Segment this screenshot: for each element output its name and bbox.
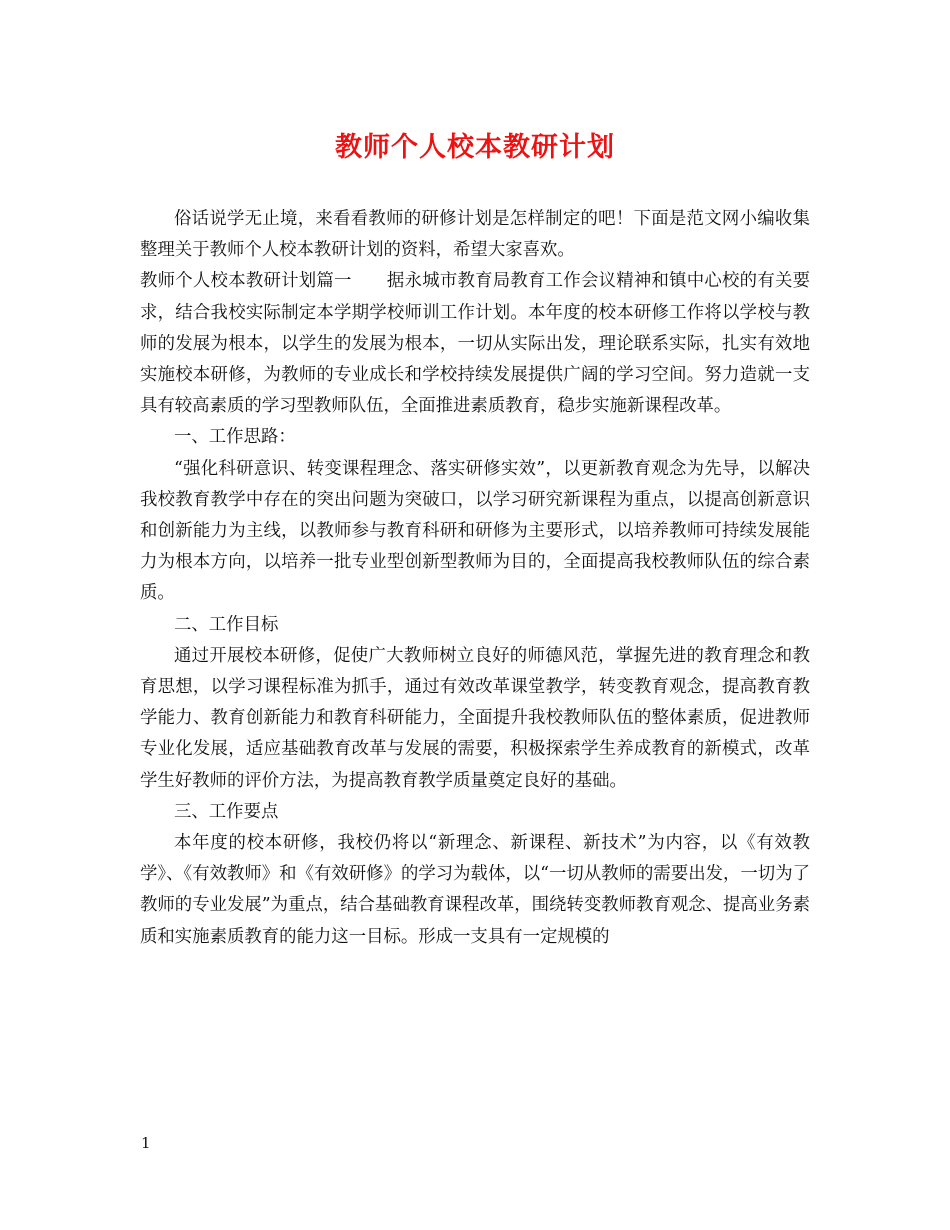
plan-part-one-paragraph: 教师个人校本教研计划篇一 据永城市教育局教育工作会议精神和镇中心校的有关要求，结合我校实际制定本学期学校师训工作计划。本年度的校本研修工作将以学校与教师的发展为根本，以学生的发展为根本，一切从实际出发，理论联系实际，扎实有效地实施校本研修，为教师的专业成长和学校持续发展提供广阔的学习空间。努力造就一支具有较高素质的学习型教师队伍，全面推进素质教育，稳步实施新课程改革。 xyxy=(140,271,810,417)
document-title: 教师个人校本教研计划 xyxy=(335,132,615,163)
work-points-paragraph: 本年度的校本研修，我校仍将以“新理念、新课程、新技术”为内容，以《有效教学》、《有效教师》和《有效研修》的学习为载体，以“一切从教师的需要出发，一切为了教师的专业发展”为重点，结合基础教育课程改革，围绕转变教师教育观念、提高业务素质和实施素质教育的能力这一目标。形成一支具有一定规模的 xyxy=(140,833,810,947)
work-thinking-paragraph: “强化科研意识、转变课程理念、落实研修实效”，以更新教育观念为先导，以解决我校教育教学中存在的突出问题为突破口，以学习研究新课程为重点，以提高创新意识和创新能力为主线，以教师参与教育科研和研修为主要形式，以培养教师可持续发展能力为根本方向，以培养一批专业型创新型教师为目的，全面提高我校教师队伍的综合素质。 xyxy=(140,458,810,604)
section-heading-work-points: 三、工作要点 xyxy=(174,801,279,822)
intro-paragraph: 俗话说学无止境，来看看教师的研修计划是怎样制定的吧！下面是范文网小编收集整理关于教师个人校本教研计划的资料，希望大家喜欢。 xyxy=(140,209,810,261)
section-heading-work-thinking: 一、工作思路： xyxy=(174,427,296,448)
work-goals-paragraph: 通过开展校本研修，促使广大教师树立良好的师德风范，掌握先进的教育理念和教育思想，以学习课程标准为抓手，通过有效改革课堂教学，转变教育观念，提高教育教学能力、教育创新能力和教育科研能力，全面提升我校教师队伍的整体素质，促进教师专业化发展，适应基础教育改革与发展的需要，积极探索学生养成教育的新模式，改革学生好教师的评价方法，为提高教育教学质量奠定良好的基础。 xyxy=(140,645,810,791)
document-body xyxy=(140,204,810,953)
section-heading-work-goals: 二、工作目标 xyxy=(174,614,279,635)
page-number: 1 xyxy=(141,1134,151,1152)
